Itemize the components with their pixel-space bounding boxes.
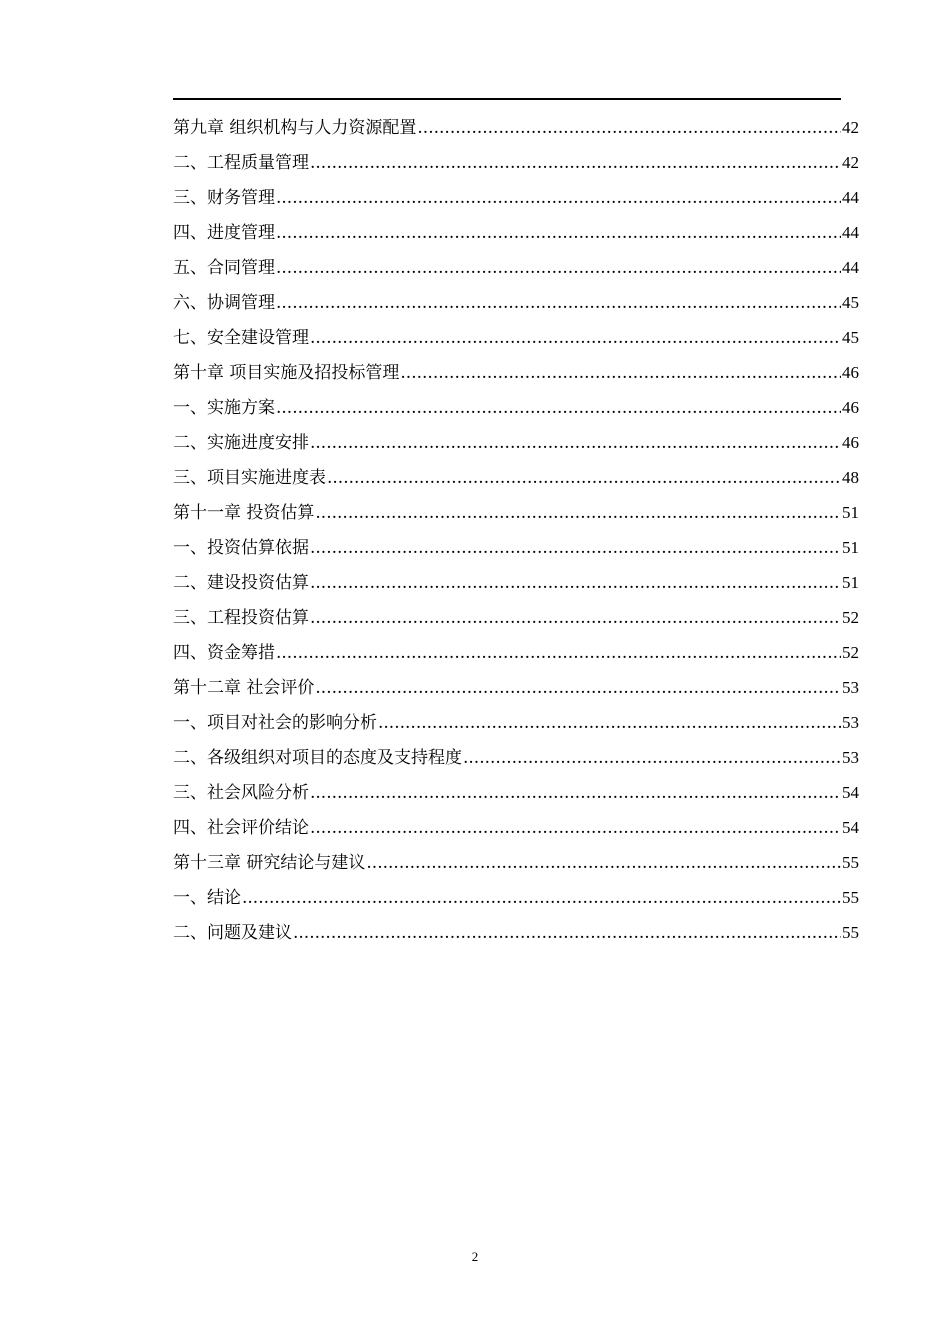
- toc-entry-page: 55: [842, 888, 859, 907]
- toc-entry[interactable]: [173, 635, 859, 670]
- toc-dot-leader: [276, 636, 841, 671]
- toc-dot-leader: [400, 356, 841, 391]
- toc-entry[interactable]: [173, 110, 859, 145]
- toc-dot-leader: [310, 146, 841, 181]
- toc-entry-page: 48: [842, 468, 859, 487]
- toc-entry[interactable]: [173, 320, 859, 355]
- toc-entry-page: 45: [842, 293, 859, 312]
- toc-dot-leader: [310, 531, 841, 566]
- toc-entry[interactable]: [173, 600, 859, 635]
- toc-entry-title: 三、工程投资估算: [173, 608, 309, 628]
- toc-entry-page: 46: [842, 433, 859, 452]
- toc-entry-page: 55: [842, 923, 859, 942]
- toc-entry[interactable]: [173, 145, 859, 180]
- toc-dot-leader: [293, 916, 841, 951]
- toc-entry-title: 四、进度管理: [173, 223, 275, 243]
- header-rule: [173, 98, 841, 100]
- toc-entry[interactable]: [173, 565, 859, 600]
- toc-dot-leader: [366, 846, 841, 881]
- toc-entry-title: 第十一章 投资估算: [173, 503, 315, 523]
- toc-dot-leader: [276, 286, 841, 321]
- page-number: 2: [471, 1249, 479, 1264]
- toc-entry-page: 42: [842, 118, 859, 137]
- toc-entry-title: 一、投资估算依据: [173, 538, 309, 558]
- toc-entry[interactable]: [173, 915, 859, 950]
- toc-dot-leader: [315, 671, 841, 706]
- toc-entry[interactable]: [173, 670, 859, 705]
- toc-entry-title: 二、各级组织对项目的态度及支持程度: [173, 748, 462, 768]
- toc-entry-page: 52: [842, 643, 859, 662]
- toc-dot-leader: [276, 181, 841, 216]
- toc-entry-page: 53: [842, 678, 859, 697]
- toc-dot-leader: [417, 111, 841, 146]
- toc-entry[interactable]: [173, 740, 859, 775]
- toc-dot-leader: [463, 741, 841, 776]
- toc-entry-page: 46: [842, 363, 859, 382]
- toc-entry-title: 四、社会评价结论: [173, 818, 309, 838]
- toc-entry-title: 三、项目实施进度表: [173, 468, 326, 488]
- table-of-contents: [173, 110, 859, 950]
- toc-entry-title: 四、资金筹措: [173, 643, 275, 663]
- toc-entry-page: 44: [842, 223, 859, 242]
- toc-dot-leader: [276, 251, 841, 286]
- toc-entry-title: 二、问题及建议: [173, 923, 292, 943]
- toc-dot-leader: [310, 321, 841, 356]
- toc-entry-title: 三、社会风险分析: [173, 783, 309, 803]
- toc-entry[interactable]: [173, 250, 859, 285]
- toc-dot-leader: [310, 811, 841, 846]
- toc-dot-leader: [310, 601, 841, 636]
- toc-entry[interactable]: [173, 530, 859, 565]
- toc-entry[interactable]: [173, 180, 859, 215]
- toc-dot-leader: [315, 496, 841, 531]
- toc-entry[interactable]: [173, 845, 859, 880]
- toc-entry-page: 51: [842, 503, 859, 522]
- toc-entry[interactable]: [173, 880, 859, 915]
- toc-entry-title: 六、协调管理: [173, 293, 275, 313]
- toc-entry-page: 44: [842, 258, 859, 277]
- toc-entry-title: 一、项目对社会的影响分析: [173, 713, 377, 733]
- toc-entry[interactable]: [173, 425, 859, 460]
- toc-entry-title: 七、安全建设管理: [173, 328, 309, 348]
- toc-entry-page: 44: [842, 188, 859, 207]
- toc-entry[interactable]: [173, 215, 859, 250]
- toc-entry[interactable]: [173, 355, 859, 390]
- toc-entry-title: 二、实施进度安排: [173, 433, 309, 453]
- toc-entry[interactable]: [173, 705, 859, 740]
- toc-entry-title: 三、财务管理: [173, 188, 275, 208]
- toc-entry-page: 53: [842, 748, 859, 767]
- toc-entry-page: 53: [842, 713, 859, 732]
- toc-entry-page: 42: [842, 153, 859, 172]
- toc-dot-leader: [276, 391, 841, 426]
- toc-dot-leader: [378, 706, 841, 741]
- toc-dot-leader: [242, 881, 841, 916]
- toc-dot-leader: [310, 426, 841, 461]
- toc-entry[interactable]: [173, 810, 859, 845]
- toc-entry[interactable]: [173, 775, 859, 810]
- toc-dot-leader: [310, 566, 841, 601]
- toc-entry-title: 第十二章 社会评价: [173, 678, 315, 698]
- toc-entry-page: 51: [842, 573, 859, 592]
- toc-entry-title: 二、工程质量管理: [173, 153, 309, 173]
- toc-entry-title: 一、实施方案: [173, 398, 275, 418]
- toc-entry-title: 第十章 项目实施及招投标管理: [173, 363, 400, 383]
- toc-entry-title: 五、合同管理: [173, 258, 275, 278]
- toc-entry-title: 第九章 组织机构与人力资源配置: [173, 118, 417, 138]
- toc-entry[interactable]: [173, 460, 859, 495]
- toc-entry-page: 46: [842, 398, 859, 417]
- toc-entry-page: 55: [842, 853, 859, 872]
- toc-entry-title: 二、建设投资估算: [173, 573, 309, 593]
- toc-entry-title: 一、结论: [173, 888, 241, 908]
- toc-entry-page: 54: [842, 783, 859, 802]
- toc-entry-page: 45: [842, 328, 859, 347]
- toc-entry-title: 第十三章 研究结论与建议: [173, 853, 366, 873]
- toc-entry[interactable]: [173, 390, 859, 425]
- toc-entry-page: 51: [842, 538, 859, 557]
- toc-entry-page: 54: [842, 818, 859, 837]
- toc-entry-page: 52: [842, 608, 859, 627]
- toc-dot-leader: [276, 216, 841, 251]
- toc-entry[interactable]: [173, 285, 859, 320]
- toc-entry[interactable]: [173, 495, 859, 530]
- toc-dot-leader: [327, 461, 841, 496]
- toc-dot-leader: [310, 776, 841, 811]
